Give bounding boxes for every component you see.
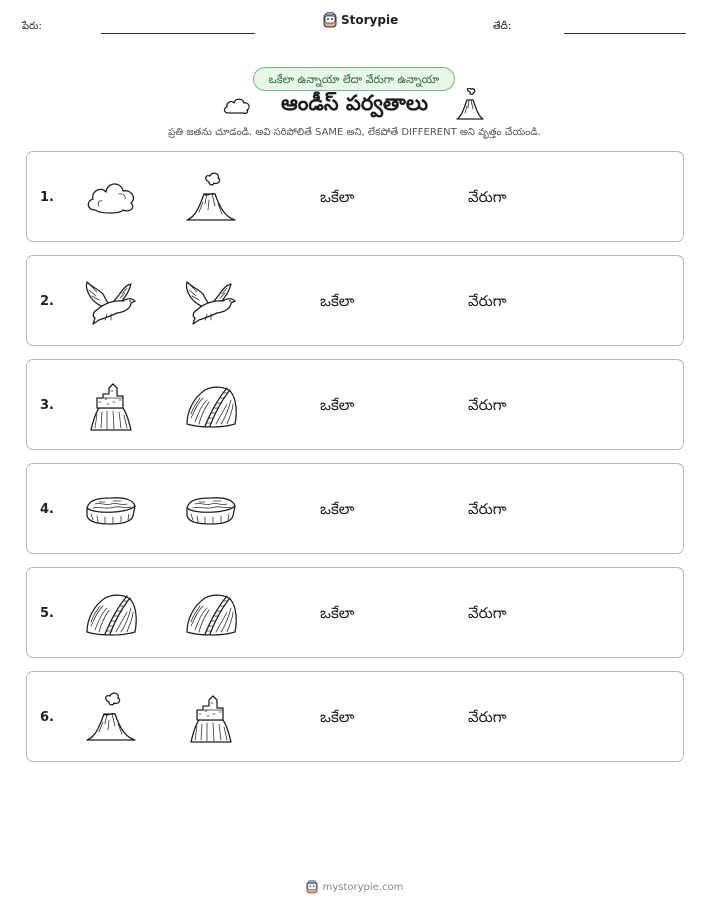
name-label: పేరు: — [22, 21, 42, 32]
question-row — [26, 671, 684, 762]
footer — [0, 880, 709, 894]
question-row — [26, 463, 684, 554]
name-line[interactable] — [101, 33, 255, 34]
brand-name: Storypie — [341, 13, 399, 27]
question-number: 1. — [40, 190, 54, 205]
plateau-icon — [183, 482, 239, 538]
date-label: తేదీ: — [493, 21, 512, 32]
question-number: 2. — [40, 294, 54, 309]
different-option[interactable]: వేరుగా — [468, 604, 507, 622]
question-number: 5. — [40, 606, 54, 621]
same-option[interactable]: ఒకేలా — [320, 188, 355, 206]
question-row — [26, 151, 684, 242]
terraces-icon — [183, 378, 239, 434]
question-number: 6. — [40, 710, 54, 725]
same-option[interactable]: ఒకేలా — [320, 292, 355, 310]
question-row — [26, 255, 684, 346]
different-option[interactable]: వేరుగా — [468, 708, 507, 726]
bird-icon — [83, 274, 139, 330]
question-number: 3. — [40, 398, 54, 413]
citadel-icon — [83, 378, 139, 434]
same-option[interactable]: ఒకేలా — [320, 500, 355, 518]
volcano-icon — [454, 88, 486, 122]
question-row — [26, 567, 684, 658]
citadel-icon — [183, 690, 239, 746]
bird-icon — [183, 274, 239, 330]
different-option[interactable]: వేరుగా — [468, 500, 507, 518]
date-line[interactable] — [564, 33, 686, 34]
volcano-icon — [83, 690, 139, 746]
question-number: 4. — [40, 502, 54, 517]
footer-url[interactable]: mystorypie.com — [322, 881, 404, 893]
different-option[interactable]: వేరుగా — [468, 292, 507, 310]
same-option[interactable]: ఒకేలా — [320, 604, 355, 622]
different-option[interactable]: వేరుగా — [468, 396, 507, 414]
terraces-icon — [83, 586, 139, 642]
cloud-icon — [83, 170, 139, 226]
volcano-icon — [183, 170, 239, 226]
same-option[interactable]: ఒకేలా — [320, 396, 355, 414]
brand-logo — [323, 12, 398, 28]
different-option[interactable]: వేరుగా — [468, 188, 507, 206]
subtitle-badge: ఒకేలా ఉన్నాయా లేదా వేరుగా ఉన్నాయా — [253, 67, 455, 91]
storypie-mascot-icon — [323, 12, 337, 28]
plateau-icon — [83, 482, 139, 538]
terraces-icon — [183, 586, 239, 642]
instructions: ప్రతి జతను చూడండి. అవి సరిపోలితే SAME అని, లేకపోతే DIFFERENT అని వృత్తం చేయండి. — [168, 127, 541, 138]
same-option[interactable]: ఒకేలా — [320, 708, 355, 726]
storypie-mascot-icon — [306, 880, 318, 894]
page-title: ఆండీస్ పర్వతాలు — [280, 91, 429, 115]
question-row — [26, 359, 684, 450]
